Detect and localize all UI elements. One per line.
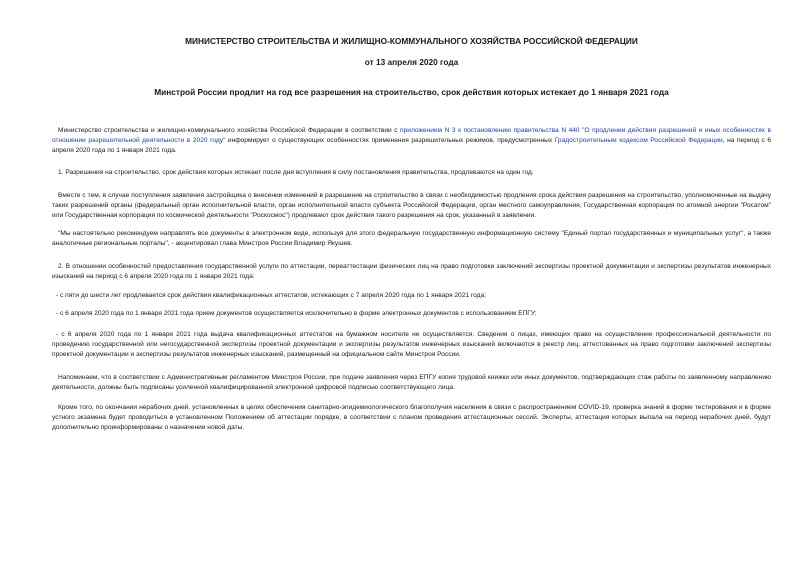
intro-paragraph [52, 126, 771, 156]
document-date: от 13 апреля 2020 года [364, 57, 459, 67]
intro-text-after: , на период с 6 апреля 2020 года по 1 января 2021 года. [52, 137, 771, 154]
decree-440-link[interactable]: приложением N 3 к постановлению правительства N 440 "О продлении действия разрешений и иных особенностях в отношении разрешительной деятельности в 2020 году" [52, 127, 772, 144]
paragraph-permits-extended: 1. Разрешения на строительство, срок действия которых истекает после дня вступления в силу постановления правительства, продлеваются на один год. [58, 169, 534, 176]
document-title: Минстрой России продлит на год все разрешения на строительство, срок действия которых истекает до 1 января 2021 года [154, 87, 669, 97]
list-item-electronic-documents: - с 6 апреля 2020 года по 1 января 2021 года прием документов осуществляется исключительно в форме электронных документов с использованием ЕПГУ; [56, 310, 537, 317]
list-item-paper-certificates: - с 6 апреля 2020 года по 1 января 2021 года выдача квалификационных аттестатов на бумажном носителе не осуществляется. Сведения о лицах, имеющих право на осуществление профессиональной деятельности по проведению государственной или негосударственной экспертизы проектной документации и экспертизы результатов инженерных изысканий включаются в реестр лиц, аттестованных на право подготовки заключений экспертизы проектной документации и экспертизы результатов инженерных изысканий, размещенный на официальном сайте Минстроя России. [52, 331, 771, 358]
paragraph-reminder-regulation: Напоминаем, что в соответствии с Административным регламентом Минстроя России, при подаче заявления через ЕПГУ копия трудовой книжки или иных документов, подтверждающих стаж работы по заявленному направлению деятельности, должны быть подписаны усиленной квалифицированной электронной цифровой подписью соответствующего лица. [52, 374, 771, 391]
intro-text-before: Министерство строительства и жилищно-коммунального хозяйства Российской Федерации в соответствии с [58, 127, 401, 134]
list-item-certificate-term: - с пяти до шести лет продлевается срок действия квалификационных аттестатов, истекающих с 7 апреля 2020 года по 1 января 2021 года; [56, 292, 487, 299]
intro-text-middle: информирует о существующих особенностях применения разрешительных режимов, предусмотренных [225, 137, 555, 144]
urban-planning-code-link[interactable]: Градостроительным кодексом Российской Федерации [554, 137, 723, 144]
paragraph-attestation: 2. В отношении особенностей предоставления государственной услуги по аттестации, переаттестации физических лиц на право подготовки заключений экспертизы проектной документации и экспертизы результатов инженерных изысканий на период с 6 апреля 2020 года по 1 января 2021 года: [52, 263, 771, 280]
ministry-heading: МИНИСТЕРСТВО СТРОИТЕЛЬСТВА И ЖИЛИЩНО-КОММУНАЛЬНОГО ХОЗЯЙСТВА РОССИЙСКОЙ ФЕДЕРАЦИИ [185, 36, 638, 46]
paragraph-developer-application: Вместе с тем, в случае поступления заявления застройщика о внесении изменений в разрешение на строительство в связи с необходимостью продления срока действия разрешения на строительство, уполномоченные на выдачу таких разрешений органы (федеральный орган исполнительной власти, орган исполнительной власти субъекта Российской Федерации, орган местного самоуправления, Государственная корпорация по атомной энергии "Росатом" или Государственная корпорация по космической деятельности "Роскосмос") продлевают срок действия такого разрешения на срок, указанный в заявлении. [52, 192, 771, 219]
paragraph-minister-quote: "Мы настоятельно рекомендуем направлять все документы в электронном виде, используя для этого федеральную государственную информационную систему "Единый портал государственных и муниципальных услуг", а также аналогичные региональные порталы", - акцентировал глава Минстроя России Владимир Якушев. [52, 230, 771, 247]
paragraph-covid-testing: Кроме того, по окончании нерабочих дней, установленных в целях обеспечения санитарно-эпидемиологического благополучия населения в связи с распространением COVID-19, проверка знаний в форме тестирования и в форме устного экзамена будет проводиться в установленном Положением об аттестации порядке, в соответствии с планом проведения аттестационных сессий. Эксперты, аттестация которых выпала на период нерабочих дней, будут дополнительно проинформированы о назначении новой даты. [52, 404, 771, 431]
